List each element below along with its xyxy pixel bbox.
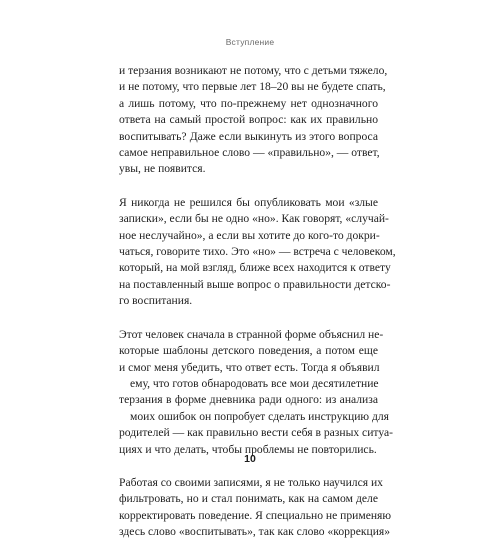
paragraph bbox=[119, 195, 396, 310]
running-head: Вступление bbox=[225, 37, 275, 47]
text-line: самое неправильное слово — «правильно», — ответ, bbox=[119, 146, 380, 160]
text-line: которые шаблоны детского поведения, а потом еще bbox=[119, 344, 378, 358]
text-line: Работая со своими записями, я не только научился их bbox=[119, 475, 383, 489]
text-line: терзания в форме дневника ради одного: из анализа bbox=[119, 393, 378, 407]
text-line: моих ошибок он попробует сделать инструкцию для bbox=[130, 409, 389, 423]
text-line: родителей — как правильно вести себя в разных ситуа- bbox=[119, 426, 393, 440]
text-line: увы, не появится. bbox=[119, 162, 206, 176]
text-line: на поставленный выше вопрос о правильности детско- bbox=[119, 277, 391, 291]
text-line: и смог меня убедить, что ответ есть. Тогда я объявил bbox=[119, 360, 380, 374]
text-line: который, на мой взгляд, ближе всех находится к ответу bbox=[119, 261, 391, 275]
paragraph bbox=[119, 63, 388, 178]
text-line: воспитывать? Даже если выкинуть из этого вопроса bbox=[119, 129, 378, 143]
text-line: Я никогда не решился бы опубликовать мои «злые bbox=[119, 195, 378, 209]
page-number: 10 bbox=[244, 453, 256, 465]
paragraph bbox=[119, 327, 393, 458]
body-text bbox=[119, 63, 396, 541]
text-line: ответа на самый простой вопрос: как их правильно bbox=[119, 113, 378, 127]
text-line: записки», если бы не одно «но». Как говорят, «случай- bbox=[119, 212, 389, 226]
text-line: корректировать поведение. Я специально не применяю bbox=[119, 508, 392, 522]
text-line: чаться, говорите тихо. Это «но» — встреча с человеком, bbox=[119, 245, 396, 259]
text-line: циях и что делать, чтобы проблемы не повторились. bbox=[119, 442, 377, 456]
text-line: здесь слово «воспитывать», так как слово «коррекция» bbox=[119, 525, 391, 539]
text-line: фильтровать, но и стал понимать, как на самом деле bbox=[119, 492, 378, 506]
text-line: и терзания возникают не потому, что с детьми тяжело, bbox=[119, 64, 388, 77]
text-line: ему, что готов обнародовать все мои десятилетние bbox=[130, 376, 379, 390]
text-line: Этот человек сначала в странной форме объяснил не- bbox=[119, 327, 384, 341]
paragraph bbox=[119, 475, 392, 541]
text-line: а лишь потому, что по-прежнему нет однозначного bbox=[119, 96, 378, 110]
text-line: и не потому, что первые лет 18–20 вы не будете спать, bbox=[119, 80, 386, 94]
text-line: го воспитания. bbox=[119, 294, 193, 308]
text-line: ное неслучайно», а если вы хотите до кого-то докри- bbox=[119, 228, 380, 242]
